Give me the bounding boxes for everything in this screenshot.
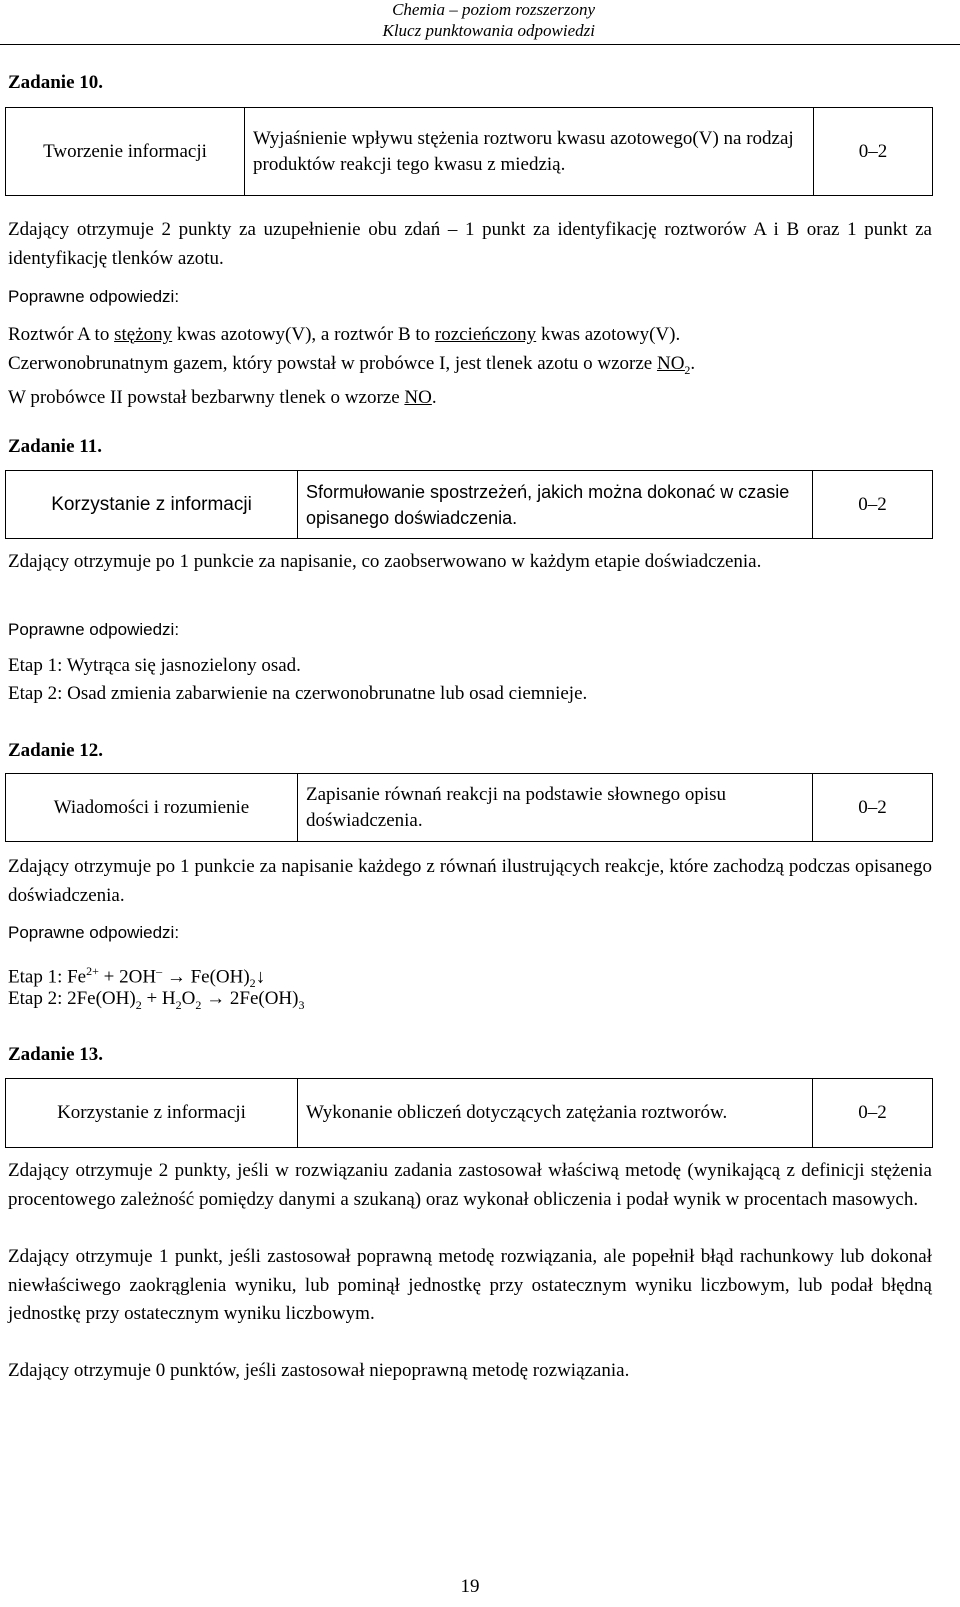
task-10-answer [8, 321, 932, 413]
task-10-answer-line-1: Roztwór A to stężony kwas azotowy(V), a roztwór B to rozcieńczony kwas azotowy(V). [8, 324, 681, 345]
task-12-points: 0–2 [813, 774, 933, 842]
header-subject: Chemia – poziom rozszerzony [392, 0, 595, 19]
task-11-category: Korzystanie z informacji [6, 471, 298, 539]
task-10-description: Wyjaśnienie wpływu stężenia roztworu kwasu azotowego(V) na rodzaj produktów reakcji tego kwasu z miedzią. [245, 108, 814, 196]
task-11-title: Zadanie 11. [8, 436, 102, 457]
task-11-answer-line-2: Etap 2: Osad zmienia zabarwienie na czerwonobrunatne lub osad ciemnieje. [8, 683, 588, 704]
task-12-equation-2: Etap 2: $2Fe(OH)_2 + H_2O_2 \to 2Fe(OH)_3$ [8, 988, 305, 1012]
task-13-scoring-2pts: Zdający otrzymuje 2 punkty, jeśli w rozwiązaniu zadania zastosował właściwą metodę (wynikającą z definicji stężenia procentowego zależność pomiędzy danymi a szukaną) oraz wykonał obliczenia i podał wynik w procentach masowych. [8, 1160, 932, 1210]
task-10-answers-label: Poprawne odpowiedzi: [8, 287, 180, 306]
task-12-equation-1: Etap 1: $Fe^{2+} + 2OH^-$ → $Fe(OH)_2↓$ [8, 964, 266, 991]
task-12-answers-label: Poprawne odpowiedzi: [8, 923, 180, 942]
task-11-answers-label: Poprawne odpowiedzi: [8, 620, 180, 639]
task-13-points: 0–2 [813, 1079, 933, 1148]
task-10-answer-line-2: Czerwonobrunatnym gazem, który powstał w probówce I, jest tlenek azotu o wzorze $NO_2$. [8, 352, 696, 377]
task-12-description: Zapisanie równań reakcji na podstawie słownego opisu doświadczenia. [298, 774, 813, 842]
task-10-answer-line-3: W probówce II powstał bezbarwny tlenek o wzorze NO. [8, 386, 437, 408]
task-12-scoring: Zdający otrzymuje po 1 punkcie za napisanie każdego z równań ilustrujących reakcje, które zachodzą podczas opisanego doświadczenia. [8, 856, 932, 906]
task-13-description: Wykonanie obliczeń dotyczących zatężania roztworów. [298, 1079, 813, 1148]
task-13-scoring-1pt: Zdający otrzymuje 1 punkt, jeśli zastosował poprawną metodę rozwiązania, ale popełnił błąd rachunkowy lub dokonał niewłaściwego zaokrąglenia wyniku, lub pominął jednostkę przy ostatecznym wyniku liczbowym, lub podał błędną jednostkę przy ostatecznym wyniku liczbowym. [8, 1246, 932, 1325]
task-12-criteria-table [5, 773, 933, 842]
task-12-category: Wiadomości i rozumienie [6, 774, 298, 842]
task-10-points: 0–2 [814, 108, 933, 196]
page-number: 19 [460, 1576, 480, 1597]
task-10-criteria-table [5, 107, 933, 196]
task-13-title: Zadanie 13. [8, 1044, 104, 1065]
task-11-description: Sformułowanie spostrzeżeń, jakich można dokonać w czasie opisanego doświadczenia. [298, 471, 813, 539]
task-10-title: Zadanie 10. [8, 72, 104, 93]
task-11-criteria-table [5, 470, 933, 539]
task-11-scoring: Zdający otrzymuje po 1 punkcie za napisanie, co zaobserwowano w każdym etapie doświadczenia. [8, 551, 762, 572]
task-10-scoring: Zdający otrzymuje 2 punkty za uzupełnienie obu zdań – 1 punkt za identyfikację roztworów A i B oraz 1 punkt za identyfikację tlenków azotu. [8, 219, 932, 269]
task-11-points: 0–2 [813, 471, 933, 539]
task-12-title: Zadanie 12. [8, 740, 104, 761]
page-header [0, 0, 960, 45]
header-doc-title: Klucz punktowania odpowiedzi [382, 21, 595, 40]
task-13-criteria-table [5, 1078, 933, 1148]
task-11-answer-line-1: Etap 1: Wytrąca się jasnozielony osad. [8, 655, 301, 676]
task-10-category: Tworzenie informacji [6, 108, 245, 196]
task-13-category: Korzystanie z informacji [6, 1079, 298, 1148]
task-13-scoring-0pts: Zdający otrzymuje 0 punktów, jeśli zastosował niepoprawną metodę rozwiązania. [8, 1360, 630, 1381]
